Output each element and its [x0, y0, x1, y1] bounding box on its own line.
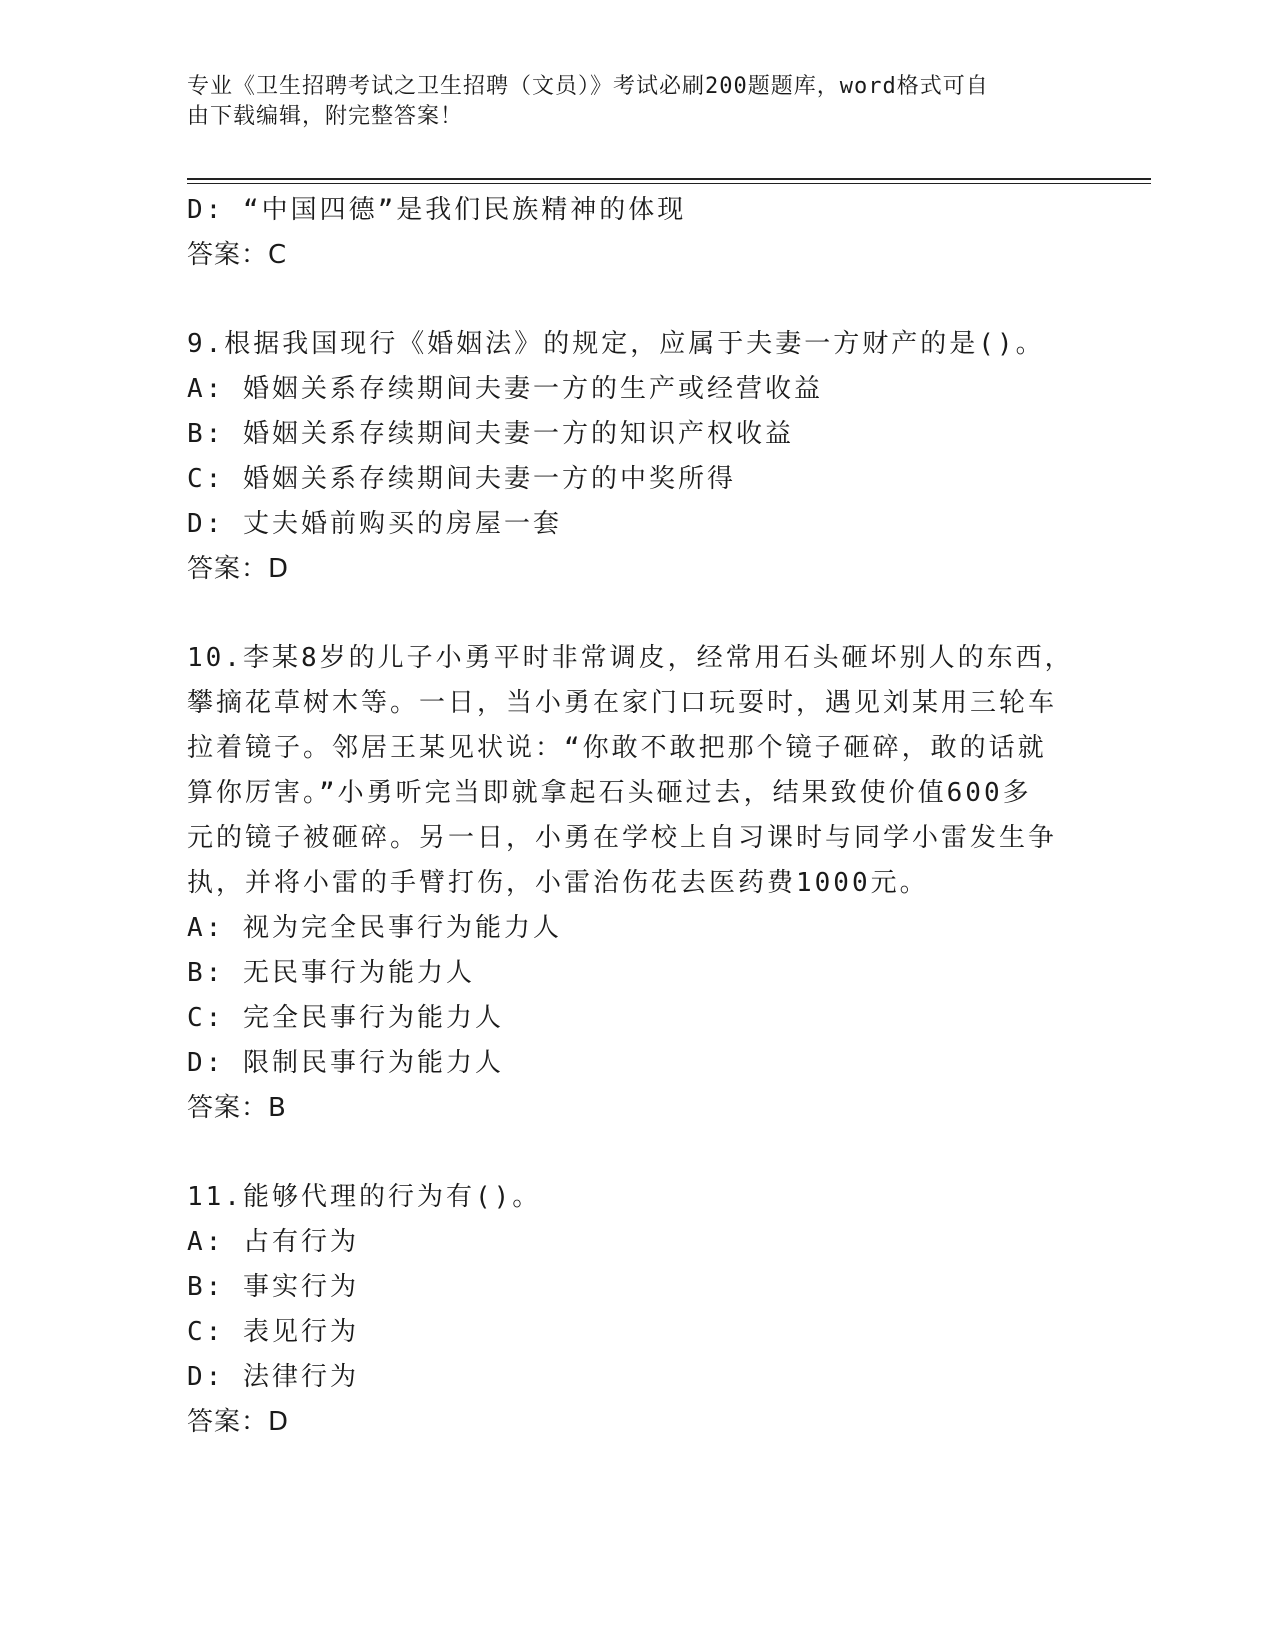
prev-question-answer: 答案：C — [187, 240, 288, 270]
option-d: D: 丈夫婚前购买的房屋一套 — [187, 509, 562, 539]
header-line-1: 专业《卫生招聘考试之卫生招聘（文员）》考试必刷200题题库，word格式可自 — [187, 74, 989, 99]
question-9 — [187, 322, 1067, 592]
question-stem-line: 执，并将小雷的手臂打伤，小雷治伤花去医药费1000元。 — [187, 868, 929, 898]
question-stem: 9.根据我国现行《婚姻法》的规定，应属于夫妻一方财产的是()。 — [187, 329, 1045, 359]
header-line-2: 由下载编辑，附完整答案！ — [187, 104, 464, 129]
question-11 — [187, 1175, 1067, 1445]
option-b: B: 事实行为 — [187, 1272, 359, 1302]
option-d: D: 限制民事行为能力人 — [187, 1048, 504, 1078]
option-c: C: 表见行为 — [187, 1317, 359, 1347]
option-d: D: 法律行为 — [187, 1362, 359, 1392]
question-answer: 答案：B — [187, 1093, 287, 1123]
spacer — [187, 278, 1067, 322]
header-divider-thin — [187, 183, 1151, 184]
option-a: A: 婚姻关系存续期间夫妻一方的生产或经营收益 — [187, 374, 823, 404]
option-b: B: 无民事行为能力人 — [187, 958, 475, 988]
option-a: A: 占有行为 — [187, 1227, 359, 1257]
option-a: A: 视为完全民事行为能力人 — [187, 913, 562, 943]
spacer — [187, 1131, 1067, 1175]
spacer — [187, 592, 1067, 636]
document-body — [187, 188, 1074, 1445]
question-stem-line: 元的镜子被砸碎。另一日，小勇在学校上自习课时与同学小雷发生争 — [187, 823, 1058, 853]
question-answer: 答案：D — [187, 554, 290, 584]
header-divider-thick — [187, 178, 1151, 180]
question-answer: 答案：D — [187, 1407, 290, 1437]
question-stem-line: 拉着镜子。邻居王某见状说：“你敢不敢把那个镜子砸碎，敢的话就 — [187, 733, 1047, 763]
option-b: B: 婚姻关系存续期间夫妻一方的知识产权收益 — [187, 419, 794, 449]
question-stem-line: 攀摘花草树木等。一日，当小勇在家门口玩耍时，遇见刘某用三轮车 — [187, 688, 1058, 718]
question-stem-line: 10.李某8岁的儿子小勇平时非常调皮，经常用石头砸坏别人的东西， — [187, 643, 1074, 673]
question-stem-line: 算你厉害。”小勇听完当即就拿起石头砸过去，结果致使价值600多 — [187, 778, 1032, 808]
option-c: C: 婚姻关系存续期间夫妻一方的中奖所得 — [187, 464, 736, 494]
option-c: C: 完全民事行为能力人 — [187, 1003, 504, 1033]
question-stem: 11.能够代理的行为有()。 — [187, 1182, 542, 1212]
prev-question-option-d: D: “中国四德”是我们民族精神的体现 — [187, 195, 687, 225]
question-10 — [187, 636, 1074, 1131]
document-header — [187, 72, 1067, 132]
